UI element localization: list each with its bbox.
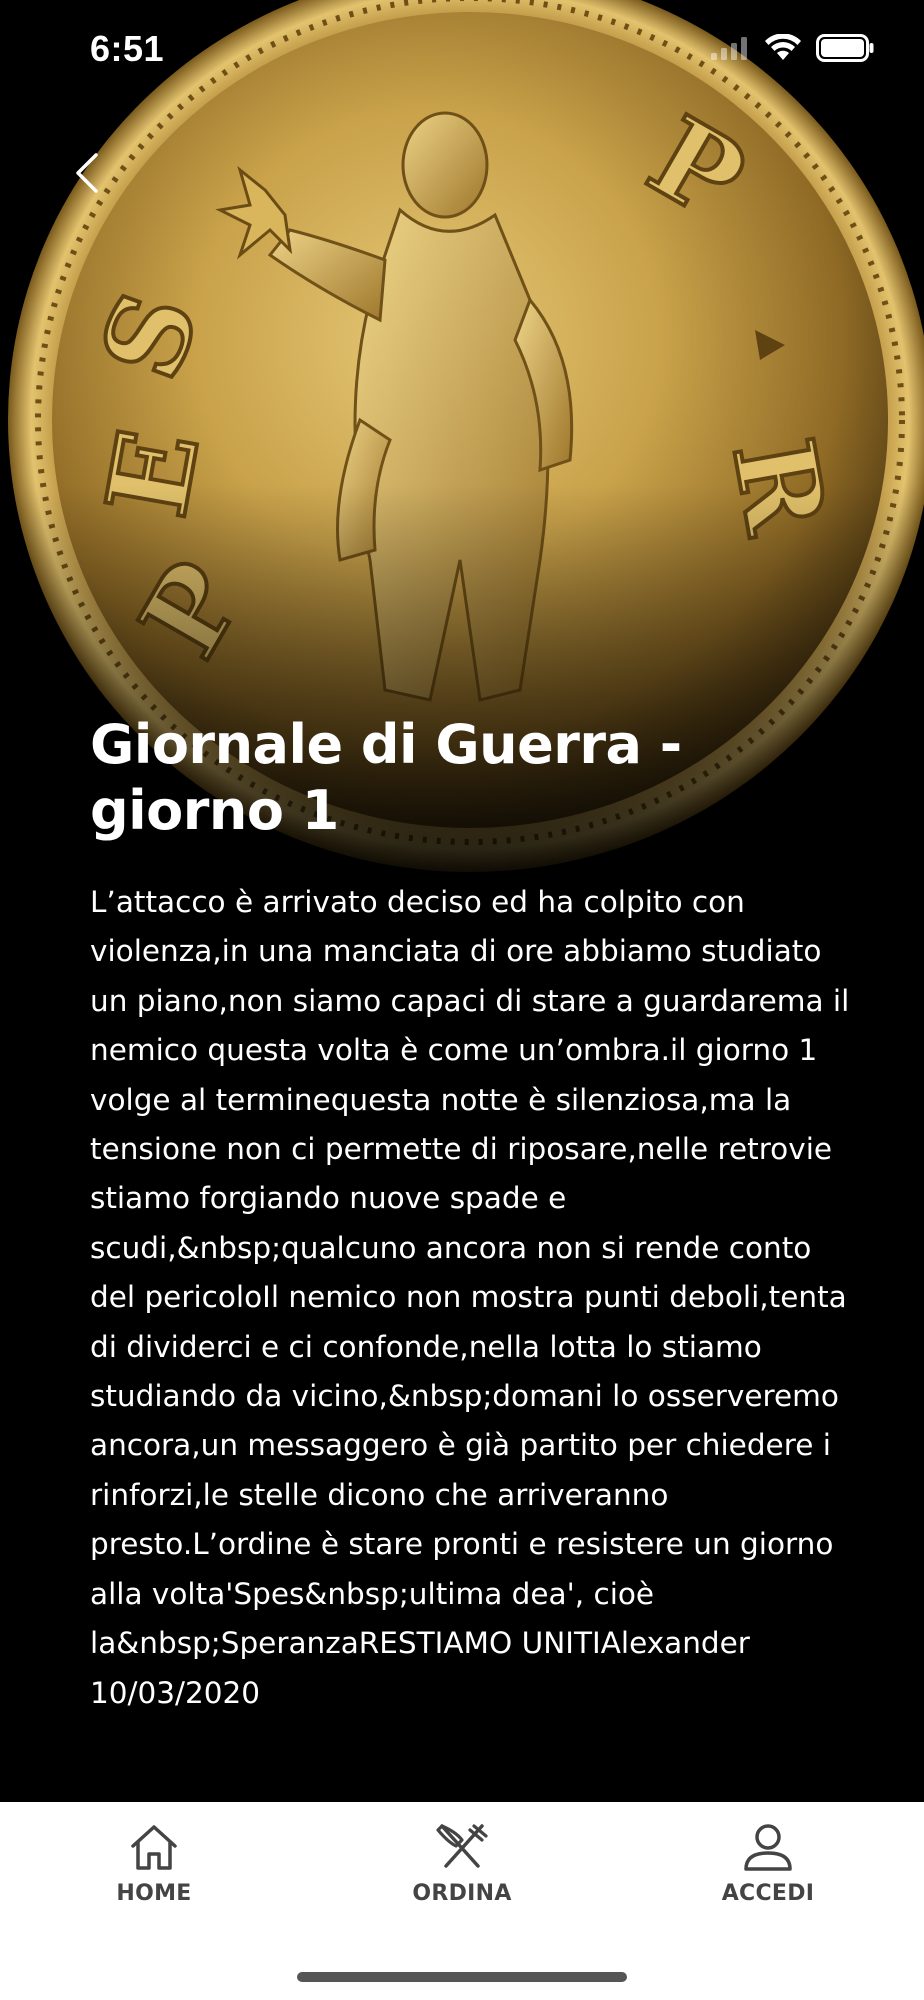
tab-ordina[interactable] <box>372 1822 552 1922</box>
article-title: Giornale di Guerra - giorno 1 <box>90 713 682 842</box>
home-indicator <box>297 1972 627 1982</box>
article-body: L’attacco è arrivato deciso ed ha colpito con violenza,in una manciata di ore abbiamo studiato un piano,non siamo capaci di stare a guardarema il nemico questa volta è come un’ombra.il giorno 1 volge al terminequesta notte è silenziosa,ma la tensione non ci permette di riposare,nelle retrovie stiamo forgiando nuove spade e scudi,&nbsp;qualcuno ancora non si rende conto del pericoloIl nemico non mostra punti deboli,tenta di dividerci e ci confonde,nella lotta lo stiamo studiando da vicino,&nbsp;domani lo osserveremo ancora,un messaggero è già partito per chiedere i rinforzi,le stelle dicono che arriveranno presto.L’ordine è stare pronti e resistere un giorno alla volta'Spes&nbsp;ultima dea', cioè la&nbsp;SperanzaRESTIAMO UNITIAlexander 10/03/2020 <box>90 885 850 1710</box>
tab-accedi[interactable] <box>678 1822 858 1922</box>
cellular-signal-icon <box>710 35 750 66</box>
home-icon <box>127 1822 181 1877</box>
back-button[interactable] <box>52 140 122 210</box>
wifi-icon <box>764 34 802 67</box>
article <box>90 712 850 1718</box>
tab-home-label: HOME <box>116 1881 192 1906</box>
battery-icon <box>816 34 874 67</box>
utensils-icon <box>434 1822 490 1877</box>
user-icon <box>741 1822 795 1877</box>
status-bar <box>0 0 924 100</box>
tab-accedi-label: ACCEDI <box>721 1881 815 1906</box>
status-icons <box>710 34 874 67</box>
tab-home[interactable] <box>64 1822 244 1922</box>
tab-bar <box>0 1802 924 2000</box>
tab-ordina-label: ORDINA <box>412 1881 512 1906</box>
status-time: 6:51 <box>90 28 165 69</box>
chevron-left-icon <box>72 151 102 200</box>
